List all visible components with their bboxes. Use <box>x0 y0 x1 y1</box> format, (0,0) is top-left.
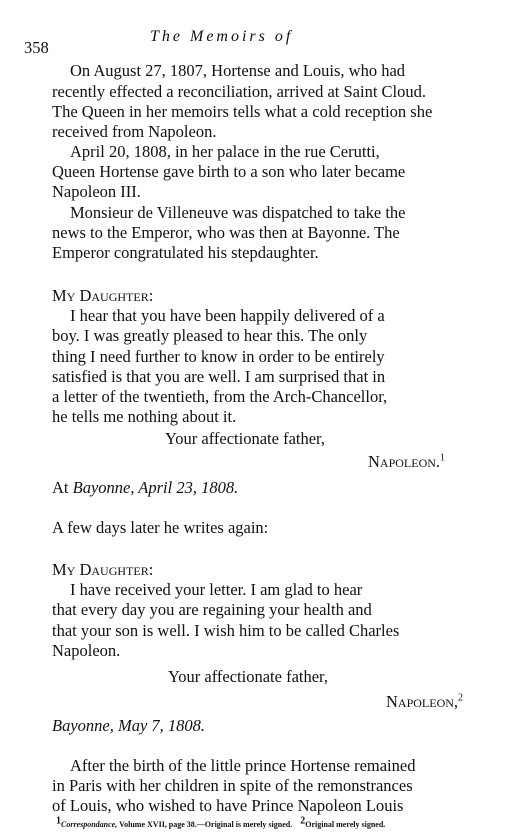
letter-line: a letter of the twentieth, from the Arch-Chancellor, <box>52 387 388 406</box>
text-line: of Louis, who wished to have Prince Napoleon Louis <box>52 796 404 815</box>
letter-line: he tells me nothing about it. <box>52 407 237 426</box>
letter-closing: Your affectionate father, <box>168 667 329 686</box>
footnote-mark: 1 <box>440 452 446 464</box>
letter-line: I hear that you have been happily delivered of a <box>70 306 385 325</box>
text-line: On August 27, 1807, Hortense and Louis, who had <box>70 61 406 80</box>
letter-signature: Napoleon,$^2$ <box>386 692 464 711</box>
letter-line: satisfied is that you are well. I am surprised that in <box>52 367 386 386</box>
letter-signature: Napoleon.$^1$ <box>368 452 446 471</box>
letter-salutation: My Daughter: <box>52 286 154 305</box>
text-line: in Paris with her children in spite of the remonstrances <box>52 776 413 795</box>
running-head: The Memoirs of <box>150 28 294 45</box>
letter-place-date: At Bayonne, April 23, 1808. <box>52 478 239 497</box>
letter-closing: Your affectionate father, <box>165 429 326 448</box>
text-line: Napoleon III. <box>52 182 141 201</box>
letter-place-date: Bayonne, May 7, 1808. <box>52 716 206 735</box>
footnote-1: $^1$Correspondance, Volume XVII, page 38.—Original is merely signed. <box>56 815 293 829</box>
letter-line: thing I need further to know in order to be entirely <box>52 347 385 366</box>
text-line: Queen Hortense gave birth to a son who later became <box>52 162 406 181</box>
page-number: 358 <box>24 38 49 57</box>
footnote-mark: 2 <box>458 692 464 704</box>
letter-salutation: My Daughter: <box>52 560 154 579</box>
letter-line: that your son is well. I wish him to be called Charles <box>52 621 400 640</box>
text-line: A few days later he writes again: <box>52 518 269 537</box>
footnotes <box>56 815 385 829</box>
letter-line: Napoleon. <box>52 641 121 660</box>
text-line: recently effected a reconciliation, arrived at Saint Cloud. <box>52 82 426 101</box>
text-line: The Queen in her memoirs tells what a cold reception she <box>52 102 433 121</box>
footnote-2: $^2$Original merely signed. <box>300 815 386 829</box>
letter-line: that every day you are regaining your health and <box>52 600 372 619</box>
text-line: After the birth of the little prince Hortense remained <box>70 756 416 775</box>
text-line: April 20, 1808, in her palace in the rue Cerutti, <box>70 142 380 161</box>
text-line: Emperor congratulated his stepdaughter. <box>52 243 319 262</box>
text-line: news to the Emperor, who was then at Bayonne. The <box>52 223 400 242</box>
text-line: received from Napoleon. <box>52 122 217 141</box>
letter-line: I have received your letter. I am glad to hear <box>70 580 363 599</box>
text-line: Monsieur de Villeneuve was dispatched to take the <box>70 203 406 222</box>
letter-line: boy. I was greatly pleased to hear this. The only <box>52 326 368 345</box>
